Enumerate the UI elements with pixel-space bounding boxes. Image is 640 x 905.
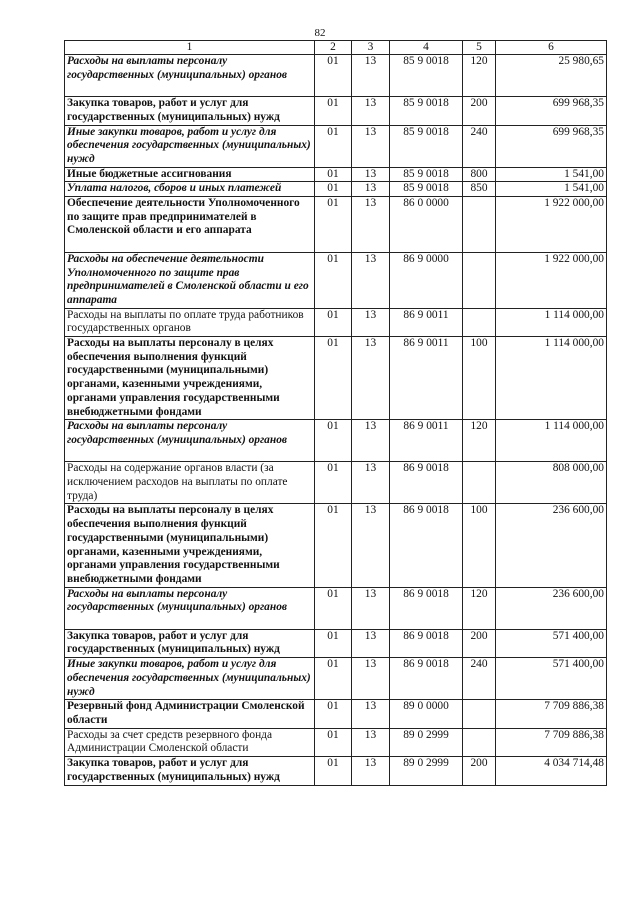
expense-name-cell: Иные закупки товаров, работ и услуг для обеспечения государственных (муниципальных) нужд xyxy=(65,125,315,167)
section-code-cell: 01 xyxy=(315,757,352,785)
section-code-cell: 01 xyxy=(315,420,352,462)
expense-name-cell: Закупка товаров, работ и услуг для государственных (муниципальных) нужд xyxy=(65,629,315,657)
target-article-cell: 86 9 0011 xyxy=(390,308,463,336)
expense-name-cell: Расходы на выплаты персоналу в целях обеспечения выполнения функций государственными (муниципальными) органами, казенными учреждениями, органами управления государственными внебюджетными фондами xyxy=(65,337,315,420)
expense-name-cell: Расходы на выплаты по оплате труда работников государственных органов xyxy=(65,308,315,336)
table-row xyxy=(65,462,607,504)
table-row xyxy=(65,197,607,253)
target-article-cell: 89 0 0000 xyxy=(390,700,463,728)
target-article-cell: 86 9 0011 xyxy=(390,337,463,420)
column-header: 1 xyxy=(65,41,315,55)
target-article-cell: 85 9 0018 xyxy=(390,55,463,97)
expense-name-cell: Закупка товаров, работ и услуг для государственных (муниципальных) нужд xyxy=(65,757,315,785)
column-header: 3 xyxy=(352,41,390,55)
subsection-code-cell: 13 xyxy=(352,197,390,253)
subsection-code-cell: 13 xyxy=(352,125,390,167)
subsection-code-cell: 13 xyxy=(352,700,390,728)
subsection-code-cell: 13 xyxy=(352,308,390,336)
expense-type-cell: 850 xyxy=(463,182,496,197)
column-header: 4 xyxy=(390,41,463,55)
section-code-cell: 01 xyxy=(315,658,352,700)
expense-name-cell: Расходы на обеспечение деятельности Уполномоченного по защите прав предпринимателей в Смоленской области и его аппарата xyxy=(65,252,315,308)
amount-cell: 1 541,00 xyxy=(496,167,607,182)
expense-type-cell: 240 xyxy=(463,125,496,167)
column-number-row xyxy=(65,41,607,55)
subsection-code-cell: 13 xyxy=(352,587,390,629)
expense-name-cell: Резервный фонд Администрации Смоленской области xyxy=(65,700,315,728)
expense-type-cell xyxy=(463,700,496,728)
target-article-cell: 85 9 0018 xyxy=(390,182,463,197)
table-row xyxy=(65,658,607,700)
expense-type-cell xyxy=(463,462,496,504)
expense-type-cell: 800 xyxy=(463,167,496,182)
expense-name-cell: Иные бюджетные ассигнования xyxy=(65,167,315,182)
subsection-code-cell: 13 xyxy=(352,182,390,197)
table-row xyxy=(65,420,607,462)
expense-name-cell: Расходы на выплаты персоналу государственных (муниципальных) органов xyxy=(65,55,315,97)
amount-cell: 1 114 000,00 xyxy=(496,337,607,420)
amount-cell: 4 034 714,48 xyxy=(496,757,607,785)
target-article-cell: 86 0 0000 xyxy=(390,197,463,253)
page-number: 82 xyxy=(314,27,326,39)
section-code-cell: 01 xyxy=(315,337,352,420)
amount-cell: 1 922 000,00 xyxy=(496,252,607,308)
section-code-cell: 01 xyxy=(315,55,352,97)
section-code-cell: 01 xyxy=(315,97,352,125)
section-code-cell: 01 xyxy=(315,700,352,728)
target-article-cell: 86 9 0018 xyxy=(390,462,463,504)
table-row xyxy=(65,700,607,728)
amount-cell: 7 709 886,38 xyxy=(496,728,607,756)
subsection-code-cell: 13 xyxy=(352,504,390,587)
amount-cell: 1 541,00 xyxy=(496,182,607,197)
table-row xyxy=(65,252,607,308)
budget-table-body xyxy=(65,55,607,786)
expense-name-cell: Обеспечение деятельности Уполномоченного по защите прав предпринимателей в Смоленской области и его аппарата xyxy=(65,197,315,253)
amount-cell: 1 922 000,00 xyxy=(496,197,607,253)
column-header: 6 xyxy=(496,41,607,55)
amount-cell: 699 968,35 xyxy=(496,97,607,125)
amount-cell: 25 980,65 xyxy=(496,55,607,97)
amount-cell: 236 600,00 xyxy=(496,504,607,587)
section-code-cell: 01 xyxy=(315,587,352,629)
subsection-code-cell: 13 xyxy=(352,97,390,125)
amount-cell: 699 968,35 xyxy=(496,125,607,167)
expense-name-cell: Расходы на выплаты персоналу государственных (муниципальных) органов xyxy=(65,587,315,629)
target-article-cell: 85 9 0018 xyxy=(390,167,463,182)
amount-cell: 1 114 000,00 xyxy=(496,308,607,336)
expense-type-cell: 100 xyxy=(463,504,496,587)
section-code-cell: 01 xyxy=(315,182,352,197)
section-code-cell: 01 xyxy=(315,629,352,657)
expense-type-cell: 240 xyxy=(463,658,496,700)
expense-type-cell: 200 xyxy=(463,97,496,125)
table-row xyxy=(65,182,607,197)
subsection-code-cell: 13 xyxy=(352,167,390,182)
table-row xyxy=(65,504,607,587)
target-article-cell: 86 9 0018 xyxy=(390,658,463,700)
amount-cell: 1 114 000,00 xyxy=(496,420,607,462)
expense-name-cell: Расходы за счет средств резервного фонда Администрации Смоленской области xyxy=(65,728,315,756)
expense-name-cell: Расходы на выплаты персоналу в целях обеспечения выполнения функций государственными (муниципальными) органами, казенными учреждениями, органами управления государственными внебюджетными фондами xyxy=(65,504,315,587)
subsection-code-cell: 13 xyxy=(352,462,390,504)
amount-cell: 236 600,00 xyxy=(496,587,607,629)
table-row xyxy=(65,125,607,167)
subsection-code-cell: 13 xyxy=(352,252,390,308)
expense-name-cell: Расходы на содержание органов власти (за исключением расходов на выплаты по оплате труда) xyxy=(65,462,315,504)
section-code-cell: 01 xyxy=(315,462,352,504)
target-article-cell: 86 9 0018 xyxy=(390,629,463,657)
table-row xyxy=(65,97,607,125)
section-code-cell: 01 xyxy=(315,504,352,587)
table-row xyxy=(65,728,607,756)
target-article-cell: 85 9 0018 xyxy=(390,125,463,167)
subsection-code-cell: 13 xyxy=(352,757,390,785)
section-code-cell: 01 xyxy=(315,728,352,756)
target-article-cell: 89 0 2999 xyxy=(390,757,463,785)
target-article-cell: 85 9 0018 xyxy=(390,97,463,125)
expense-name-cell: Уплата налогов, сборов и иных платежей xyxy=(65,182,315,197)
section-code-cell: 01 xyxy=(315,197,352,253)
column-header: 5 xyxy=(463,41,496,55)
subsection-code-cell: 13 xyxy=(352,55,390,97)
expense-type-cell: 200 xyxy=(463,757,496,785)
section-code-cell: 01 xyxy=(315,125,352,167)
target-article-cell: 86 9 0011 xyxy=(390,420,463,462)
expense-type-cell xyxy=(463,308,496,336)
section-code-cell: 01 xyxy=(315,167,352,182)
expense-type-cell: 120 xyxy=(463,420,496,462)
table-row xyxy=(65,587,607,629)
expense-type-cell xyxy=(463,252,496,308)
target-article-cell: 89 0 2999 xyxy=(390,728,463,756)
subsection-code-cell: 13 xyxy=(352,629,390,657)
expense-type-cell xyxy=(463,728,496,756)
table-row xyxy=(65,55,607,97)
expense-type-cell xyxy=(463,197,496,253)
section-code-cell: 01 xyxy=(315,308,352,336)
table-row xyxy=(65,757,607,785)
subsection-code-cell: 13 xyxy=(352,420,390,462)
expense-type-cell: 120 xyxy=(463,55,496,97)
table-row xyxy=(65,629,607,657)
expense-name-cell: Расходы на выплаты персоналу государственных (муниципальных) органов xyxy=(65,420,315,462)
amount-cell: 571 400,00 xyxy=(496,658,607,700)
table-row xyxy=(65,167,607,182)
amount-cell: 808 000,00 xyxy=(496,462,607,504)
target-article-cell: 86 9 0018 xyxy=(390,587,463,629)
expense-name-cell: Закупка товаров, работ и услуг для государственных (муниципальных) нужд xyxy=(65,97,315,125)
expense-type-cell: 200 xyxy=(463,629,496,657)
expense-name-cell: Иные закупки товаров, работ и услуг для обеспечения государственных (муниципальных) нужд xyxy=(65,658,315,700)
target-article-cell: 86 9 0018 xyxy=(390,504,463,587)
target-article-cell: 86 9 0000 xyxy=(390,252,463,308)
section-code-cell: 01 xyxy=(315,252,352,308)
expense-type-cell: 120 xyxy=(463,587,496,629)
table-row xyxy=(65,308,607,336)
subsection-code-cell: 13 xyxy=(352,337,390,420)
budget-table xyxy=(64,40,607,786)
amount-cell: 571 400,00 xyxy=(496,629,607,657)
subsection-code-cell: 13 xyxy=(352,728,390,756)
amount-cell: 7 709 886,38 xyxy=(496,700,607,728)
table-row xyxy=(65,337,607,420)
column-header: 2 xyxy=(315,41,352,55)
expense-type-cell: 100 xyxy=(463,337,496,420)
subsection-code-cell: 13 xyxy=(352,658,390,700)
